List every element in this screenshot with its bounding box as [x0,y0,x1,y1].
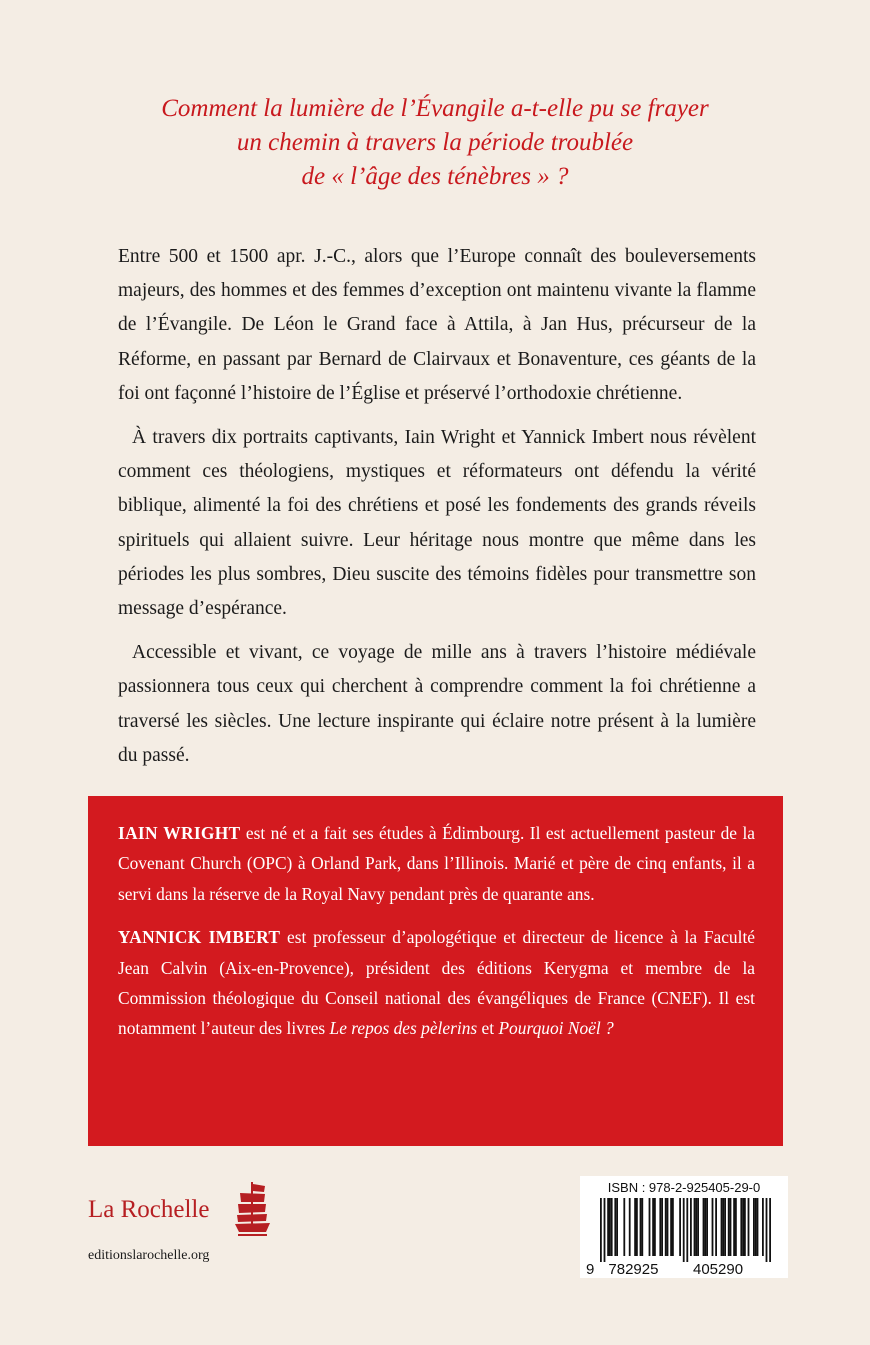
ship-icon [234,1180,272,1236]
barcode-image [584,1198,784,1276]
barcode-bar [683,1198,685,1262]
barcode-bar [762,1198,764,1256]
barcode-bar [661,1198,663,1256]
barcode-bar [654,1198,656,1256]
barcode-bar [694,1198,696,1256]
barcode-bar [600,1198,602,1262]
barcode-bar [623,1198,625,1256]
author-bio-text-1: est né et a fait ses études à Édimbourg. Il est actuellement pasteur de la Covenant Church (OPC) à Orland Park, dans l’Illinois. Marié et père de cinq enfants, il a servi dans la réserve de la Royal Navy pendant près de quarante ans. [118,823,755,904]
description-paragraph-1: Entre 500 et 1500 apr. J.-C., alors que l’Europe connaît des bouleversements majeurs, des hommes et des femmes d’exception ont maintenu vivante la flamme de l’Évangile. De Léon le Grand face à Attila, à Jan Hus, précurseur de la Réforme, en passant par Bernard de Clairvaux et Bonaventure, ces géants de la foi ont façonné l’histoire de l’Église et préservé l’orthodoxie chrétienne. [118,246,756,404]
barcode-bar [640,1198,642,1256]
barcode-digits: 405290 [693,1261,744,1276]
barcode-bar [690,1198,692,1256]
barcode-bar [706,1198,708,1256]
barcode-bar [634,1198,636,1256]
barcode-bar [679,1198,681,1256]
barcode-bar [607,1198,609,1256]
barcode-bar [728,1198,730,1256]
barcode-bar [697,1198,699,1256]
barcode-bar [740,1198,742,1256]
barcode-bar [724,1198,726,1256]
barcode-bar [766,1198,768,1262]
barcode-bar [744,1198,746,1256]
barcode-bar [604,1198,606,1262]
author-name-2: YANNICK IMBERT [118,927,281,948]
barcode-bar [755,1198,757,1256]
tagline-line-2: un chemin à travers la période troublée [236,129,634,156]
author-bio-1 [118,818,755,909]
tagline-line-1: Comment la lumière de l’Évangile a-t-elle pu se frayer [161,95,709,122]
tagline [60,92,810,194]
barcode-bar [733,1198,735,1256]
barcode-bar [636,1198,638,1256]
book-title-2: Pourquoi Noël ? [498,1018,614,1039]
barcode-bar [721,1198,723,1256]
barcode-bar [712,1198,714,1256]
barcode-bar [652,1198,654,1256]
barcode-bar [757,1198,759,1256]
description-paragraph-2: À travers dix portraits captivants, Iain Wright et Yannick Imbert nous révèlent comment ces théologiens, mystiques et réformateurs ont défendu la vérité biblique, alimenté la foi des chrétiens et posé les fondements des grands réveils spirituels qui allaient suivre. Leur héritage nous montre que même dans les périodes les plus sombres, Dieu suscite des témoins fidèles pour transmettre son message d’espérance. [118,427,756,620]
author-bio-text-2: est professeur d’apologétique et directeur de licence à la Faculté Jean Calvin (Aix-en-Provence), président des éditions Kerygma et membre de la Commission théologique du Conseil national des évangéliques de France (CNEF). Il est notamment l’auteur des livres [118,927,755,1039]
book-title-connector: et [477,1018,499,1039]
tagline-line-3: de « l’âge des ténèbres » ? [301,163,569,190]
barcode-bar [686,1198,688,1262]
book-title-1: Le repos des pèlerins [329,1018,478,1039]
barcode-bar [629,1198,631,1256]
barcode-bar [665,1198,667,1256]
barcode-bar [704,1198,706,1256]
barcode-bar [670,1198,672,1256]
barcode-bar [722,1198,724,1256]
barcode-bar [753,1198,755,1256]
description-paragraph-3: Accessible et vivant, ce voyage de mille ans à travers l’histoire médiévale passionnera tous ceux qui cherchent à comprendre comment la foi chrétienne a traversé les siècles. Une lecture inspirante qui éclaire notre présent à la lumière du passé. [118,642,756,766]
barcode-bar [735,1198,737,1256]
description [118,240,756,783]
barcode-bar [742,1198,744,1256]
barcode-bar [703,1198,705,1256]
author-name-1: IAIN WRIGHT [118,823,241,843]
barcode-bar [649,1198,651,1256]
barcode-bar [614,1198,616,1256]
barcode-bar [659,1198,661,1256]
publisher-name: La Rochelle [88,1196,210,1223]
publisher-logo [88,1180,288,1240]
barcode-bar [672,1198,674,1256]
author-bio-2 [118,922,755,1044]
barcode-digits: 782925 [608,1261,659,1276]
barcode-bar [715,1198,717,1256]
isbn-barcode [580,1176,788,1278]
author-bio-box [88,796,783,1146]
barcode-digits: 9 [586,1261,595,1276]
barcode-bar [641,1198,643,1256]
publisher-website: editionslarochelle.org [88,1248,210,1263]
barcode-bar [769,1198,771,1262]
barcode-bar [611,1198,613,1256]
barcode-bar [667,1198,669,1256]
isbn-label: ISBN : 978-2-925405-29-0 [607,1180,761,1195]
barcode-bar [748,1198,750,1256]
barcode-bar [730,1198,732,1256]
barcode-bar [695,1198,697,1256]
barcode-bar [616,1198,618,1256]
barcode-bar [609,1198,611,1256]
